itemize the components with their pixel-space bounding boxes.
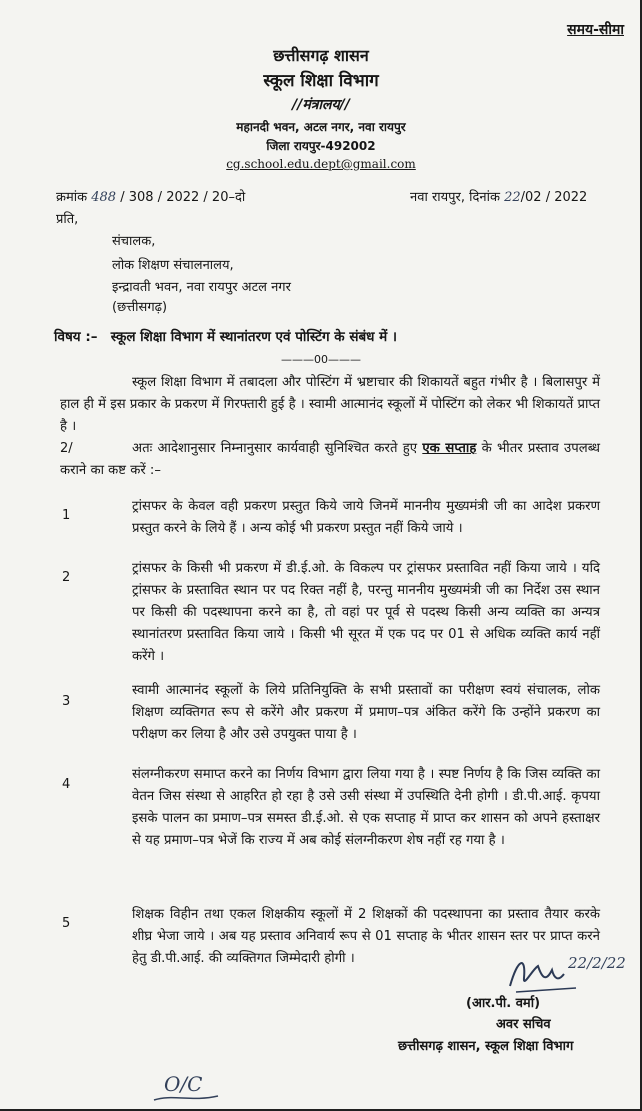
intro-paragraph: स्कूल शिक्षा विभाग में तबादला और पोस्टिंग में भ्रष्टाचार की शिकायतें बहुत गंभीर है । बिलासपुर में हाल ही में इस प्रकार के प्रकरण में गिरफ्तारी हुई है । स्वामी आत्मानंद स्कूलों में पोस्टिंग को लेकर भी शिकायतें प्राप्त है । <box>60 375 600 434</box>
action-text-after: के भीतर प्रस्ताव उपलब्ध कराने का कष्ट करें :– <box>60 441 600 478</box>
subject-text: स्कूल शिक्षा विभाग में स्थानांतरण एवं पोस्टिंग के संबंध में । <box>110 329 398 345</box>
item-number: 1 <box>62 508 71 523</box>
reference-handwritten-number: 488 <box>91 190 117 205</box>
divider: ———00——— <box>281 353 361 366</box>
action-emphasis: एक सप्ताह <box>422 441 477 456</box>
list-item: शिक्षक विहीन तथा एकल शिक्षकीय स्कूलों में 2 शिक्षकों की पदस्थापना का प्रस्ताव तैयार करके शीघ्र भेजा जाये । अब यह प्रस्ताव अनिवार्य रूप से 01 सप्ताह के भीतर शासन स्तर पर प्राप्त करने हेतु डी.पी.आई. की व्यक्तिगत जिम्मेदारी होगी । <box>132 907 600 966</box>
prati-label: प्रति, <box>56 212 79 227</box>
header-address: महानदी भवन, अटल नगर, नवा रायपुर <box>236 120 406 134</box>
date-prefix: नवा रायपुर, दिनांक <box>410 190 500 205</box>
list-item: स्वामी आत्मानंद स्कूलों के लिये प्रतिनियुक्ति के सभी प्रस्तावों का परीक्षण स्वयं संचालक, लोक शिक्षण व्यक्तिगत रूप से करेंगे और प्रकरण में प्रमाण–पत्र अंकित करेंगे कि उन्होंने प्रकरण का परीक्षण कर लिया है और उसे उपयुक्त पाया है । <box>132 683 600 742</box>
para-number: 2/ <box>60 441 73 456</box>
reference-number <box>56 187 245 205</box>
reference-prefix: क्रमांक <box>56 190 88 205</box>
signatory-designation: अवर सचिव <box>496 1017 551 1032</box>
subject-label: विषय :– <box>54 329 98 345</box>
recipient-line: (छत्तीसगढ़) <box>112 300 168 315</box>
item-number: 2 <box>62 570 71 585</box>
signatory-name: (आर.पी. वर्मा) <box>466 996 541 1011</box>
recipient-line: इन्द्रावती भवन, नवा रायपुर अटल नगर <box>112 280 291 295</box>
list-item: ट्रांसफर के किसी भी प्रकरण में डी.ई.ओ. के विकल्प पर ट्रांसफर प्रस्तावित नहीं किया जाये । यदि ट्रांसफर के प्रस्तावित स्थान पर पद रिक्त नहीं है, परन्तु माननीय मुख्यमंत्री जी का निर्देश उस स्थान पर किसी की पदस्थापना करने का है, तो वहां पर पूर्व से पदस्थ किसी अन्य व्यक्ति का अन्यत्र स्थानांतरण प्रस्तावित किया जाये । किसी भी सूरत में एक पद पर 01 से अधिक व्यक्ति कार्य नहीं करेंगे । <box>132 561 600 664</box>
recipient-line: संचालक, <box>112 234 156 249</box>
header-department: स्कूल शिक्षा विभाग <box>263 71 379 91</box>
item-number: 4 <box>62 777 71 792</box>
signature-date: 22/2/22 <box>568 954 626 972</box>
date-rest: /02 / 2022 <box>520 190 588 205</box>
margin-note: O/C <box>164 1072 203 1096</box>
item-number: 3 <box>62 694 71 709</box>
reference-rest: / 308 / 2022 / 20–दो <box>120 190 246 205</box>
timeline-stamp: समय-सीमा <box>567 22 624 38</box>
subject-line <box>54 327 397 345</box>
letter-date <box>410 187 587 205</box>
list-item: संलग्नीकरण समाप्त करने का निर्णय विभाग द्वारा लिया गया है । स्पष्ट निर्णय है कि जिस व्यक्ति का वेतन जिस संस्था से आहरित हो रहा है उसे उसी संस्था में उपस्थिति देनी होगी । डी.पी.आई. कृपया इसके पालन का प्रमाण–पत्र समस्त डी.ई.ओ. से एक सप्ताह में प्राप्त कर शासन को अपने हस्ताक्षर से यह प्रमाण–पत्र भेजें कि राज्य में अब कोई संलग्नीकरण शेष नहीं रह गया है । <box>132 767 600 848</box>
action-text-before: अतः आदेशानुसार निम्नानुसार कार्यवाही सुनिश्चित करते हुए <box>132 441 418 456</box>
header-email: cg.school.edu.dept@gmail.com <box>226 157 416 171</box>
date-handwritten-day: 22 <box>504 190 521 205</box>
header-government: छत्तीसगढ़ शासन <box>273 46 369 65</box>
header-district: जिला रायपुर-492002 <box>266 139 376 153</box>
list-item: ट्रांसफर के केवल वही प्रकरण प्रस्तुत किये जाये जिनमें माननीय मुख्यमंत्री जी का आदेश प्रकरण प्रस्तुत करने के लिये हैं । अन्य कोई भी प्रकरण प्रस्तुत नहीं किये जाये । <box>132 499 600 536</box>
action-paragraph <box>60 438 600 482</box>
header-ministry: //मंत्रालय// <box>292 97 350 113</box>
recipient-line: लोक शिक्षण संचालनालय, <box>112 258 234 273</box>
signatory-office: छत्तीसगढ़ शासन, स्कूल शिक्षा विभाग <box>398 1039 574 1054</box>
margin-note-underline <box>152 1092 222 1104</box>
item-number: 5 <box>62 916 71 931</box>
